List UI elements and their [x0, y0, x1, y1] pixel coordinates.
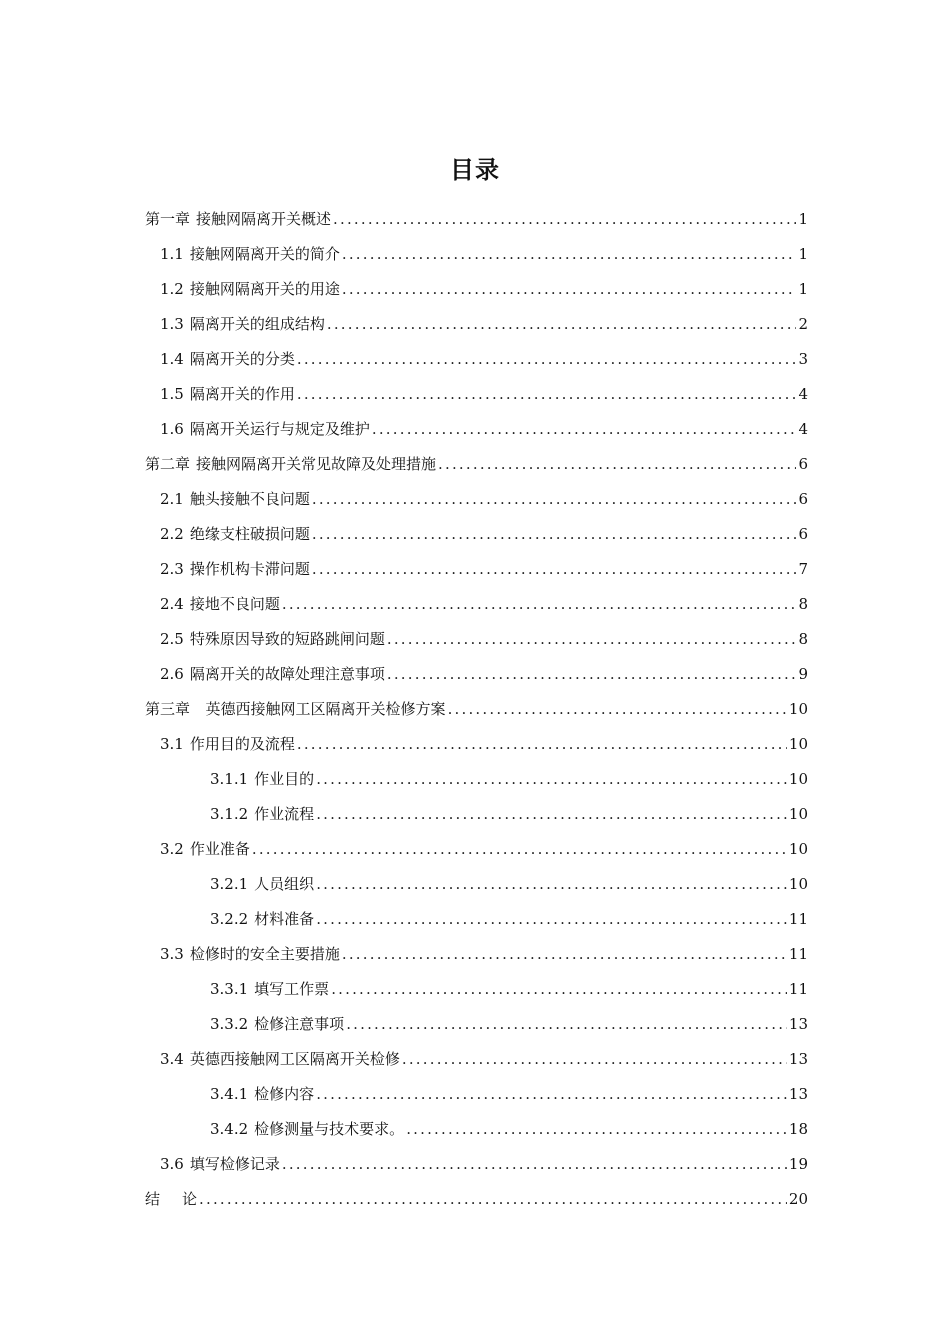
toc-entry-title: 接触网隔离开关概述	[196, 210, 332, 228]
toc-entry[interactable]	[145, 762, 808, 797]
toc-dot-leader	[252, 832, 787, 867]
toc-entry-title: 英德西接触网工区隔离开关检修	[189, 1050, 400, 1068]
toc-entry-number: 3.2.1	[210, 875, 249, 893]
toc-entry-number: 1.1	[160, 245, 184, 263]
toc-entry-page: 1	[798, 210, 808, 228]
toc-dot-leader	[316, 797, 787, 832]
toc-dot-leader	[342, 937, 787, 972]
toc-dot-leader	[199, 1182, 787, 1217]
toc-entry[interactable]	[145, 307, 808, 342]
toc-entry[interactable]	[145, 972, 808, 1007]
toc-entry[interactable]	[145, 237, 808, 272]
toc-dot-leader	[372, 412, 797, 447]
toc-entry-number: 3.1.1	[210, 770, 249, 788]
toc-entry-title: 特殊原因导致的短路跳闸问题	[189, 630, 385, 648]
toc-entry-number: 3.3	[160, 945, 184, 963]
toc-entry-page: 6	[798, 455, 808, 473]
toc-entry-number: 1.6	[160, 420, 184, 438]
toc-entry[interactable]	[145, 447, 808, 482]
toc-entry-title: 隔离开关的分类	[189, 350, 295, 368]
toc-entry-number: 2.1	[160, 490, 184, 508]
toc-entry-number: 3.3.1	[210, 980, 249, 998]
toc-dot-leader	[297, 342, 797, 377]
toc-dot-leader	[387, 657, 797, 692]
toc-dot-leader	[406, 1112, 787, 1147]
toc-entry-title: 填写工作票	[254, 980, 330, 998]
toc-dot-leader	[282, 587, 797, 622]
toc-dot-leader	[402, 1042, 787, 1077]
toc-entry-page: 10	[788, 700, 808, 718]
toc-dot-leader	[316, 1077, 787, 1112]
toc-dot-leader	[316, 762, 787, 797]
toc-entry-title: 接触网隔离开关的简介	[189, 245, 340, 263]
toc-entry-number: 第一章	[145, 210, 191, 228]
toc-entry-number: 2.2	[160, 525, 184, 543]
toc-entry[interactable]	[145, 1042, 808, 1077]
toc-entry[interactable]	[145, 902, 808, 937]
toc-entry-number: 第二章	[145, 455, 191, 473]
toc-dot-leader	[312, 517, 797, 552]
toc-entry-title: 论	[182, 1190, 198, 1208]
toc-entry-number: 2.3	[160, 560, 184, 578]
toc-entry-page: 11	[788, 980, 808, 998]
toc-entry-title: 隔离开关的作用	[189, 385, 295, 403]
toc-entry-number: 3.4	[160, 1050, 184, 1068]
toc-dot-leader	[342, 272, 797, 307]
toc-entry-title: 材料准备	[254, 910, 315, 928]
toc-entry[interactable]	[145, 272, 808, 307]
toc-entry[interactable]	[145, 482, 808, 517]
toc-entry-page: 3	[798, 350, 808, 368]
toc-dot-leader	[448, 692, 787, 727]
toc-entry[interactable]	[145, 937, 808, 972]
toc-entry-page: 1	[798, 280, 808, 298]
toc-entry-number: 3.4.1	[210, 1085, 249, 1103]
toc-entry-page: 19	[788, 1155, 808, 1173]
toc-entry-page: 20	[788, 1190, 808, 1208]
toc-entry-title: 作业流程	[254, 805, 315, 823]
page-title: 目录	[450, 156, 500, 184]
toc-entry[interactable]	[145, 1147, 808, 1182]
toc-dot-leader	[342, 237, 797, 272]
toc-entry-title: 检修测量与技术要求。	[254, 1120, 405, 1138]
toc-entry-title: 检修内容	[254, 1085, 315, 1103]
toc-dot-leader	[282, 1147, 787, 1182]
toc-dot-leader	[331, 972, 787, 1007]
toc-entry-page: 10	[788, 805, 808, 823]
toc-entry-title: 作业目的	[254, 770, 315, 788]
toc-entry-title: 绝缘支柱破损问题	[189, 525, 310, 543]
toc-entry-number: 2.5	[160, 630, 184, 648]
toc-entry-number: 3.2	[160, 840, 184, 858]
table-of-contents	[145, 202, 808, 1217]
toc-entry-page: 10	[788, 875, 808, 893]
toc-entry-title: 隔离开关的组成结构	[189, 315, 325, 333]
toc-entry[interactable]	[145, 797, 808, 832]
toc-entry-number: 结	[145, 1190, 161, 1208]
toc-entry[interactable]	[145, 867, 808, 902]
toc-entry-page: 18	[788, 1120, 808, 1138]
toc-entry-title: 接触网隔离开关常见故障及处理措施	[196, 455, 437, 473]
toc-entry-page: 1	[798, 245, 808, 263]
toc-dot-leader	[438, 447, 796, 482]
toc-entry-title: 触头接触不良问题	[189, 490, 310, 508]
toc-dot-leader	[346, 1007, 787, 1042]
toc-dot-leader	[333, 202, 796, 237]
toc-entry-page: 13	[788, 1050, 808, 1068]
toc-entry-page: 6	[798, 490, 808, 508]
toc-entry-number: 1.2	[160, 280, 184, 298]
toc-entry-page: 4	[798, 385, 808, 403]
toc-dot-leader	[327, 307, 797, 342]
toc-entry-number: 第三章	[145, 700, 191, 718]
toc-entry-title: 作业准备	[189, 840, 250, 858]
toc-entry-number: 3.2.2	[210, 910, 249, 928]
toc-dot-leader	[387, 622, 797, 657]
toc-entry-page: 10	[788, 770, 808, 788]
toc-entry-page: 11	[788, 945, 808, 963]
toc-entry-number: 3.3.2	[210, 1015, 249, 1033]
toc-entry[interactable]	[145, 692, 808, 727]
toc-entry-number: 2.4	[160, 595, 184, 613]
toc-entry[interactable]	[145, 202, 808, 237]
toc-entry[interactable]	[145, 377, 808, 412]
toc-entry[interactable]	[145, 587, 808, 622]
toc-entry-number: 3.6	[160, 1155, 184, 1173]
toc-entry-number: 1.3	[160, 315, 184, 333]
toc-entry-title: 接触网隔离开关的用途	[189, 280, 340, 298]
toc-entry[interactable]	[145, 657, 808, 692]
toc-entry-number: 1.5	[160, 385, 184, 403]
toc-entry-title: 检修注意事项	[254, 1015, 345, 1033]
toc-entry-page: 10	[788, 735, 808, 753]
toc-entry-number: 1.4	[160, 350, 184, 368]
toc-entry-page: 13	[788, 1015, 808, 1033]
toc-entry[interactable]	[145, 1077, 808, 1112]
toc-entry-page: 13	[788, 1085, 808, 1103]
toc-dot-leader	[316, 867, 787, 902]
toc-entry-page: 4	[798, 420, 808, 438]
toc-entry[interactable]	[145, 622, 808, 657]
toc-entry-title: 人员组织	[254, 875, 315, 893]
toc-entry-title: 英德西接触网工区隔离开关检修方案	[196, 700, 446, 718]
toc-entry-title: 检修时的安全主要措施	[189, 945, 340, 963]
toc-entry-title: 作用目的及流程	[189, 735, 295, 753]
toc-entry[interactable]	[145, 552, 808, 587]
toc-dot-leader	[297, 377, 797, 412]
toc-dot-leader	[312, 552, 797, 587]
toc-entry[interactable]	[145, 1112, 808, 1147]
toc-entry-page: 8	[798, 630, 808, 648]
toc-entry-page: 7	[798, 560, 808, 578]
toc-entry[interactable]	[145, 727, 808, 762]
toc-entry[interactable]	[145, 1182, 808, 1217]
toc-entry-title: 隔离开关的故障处理注意事项	[189, 665, 385, 683]
toc-entry-number: 3.1.2	[210, 805, 249, 823]
toc-dot-leader	[316, 902, 787, 937]
toc-entry-title: 操作机构卡滞问题	[189, 560, 310, 578]
toc-entry-number: 3.4.2	[210, 1120, 249, 1138]
toc-entry[interactable]	[145, 517, 808, 552]
toc-entry[interactable]	[145, 342, 808, 377]
toc-entry[interactable]	[145, 412, 808, 447]
toc-dot-leader	[312, 482, 797, 517]
toc-entry-title: 填写检修记录	[189, 1155, 280, 1173]
toc-dot-leader	[297, 727, 787, 762]
toc-entry-title: 接地不良问题	[189, 595, 280, 613]
toc-entry-number: 3.1	[160, 735, 184, 753]
toc-entry-page: 6	[798, 525, 808, 543]
toc-entry-page: 10	[788, 840, 808, 858]
toc-entry-page: 11	[788, 910, 808, 928]
toc-entry-number: 2.6	[160, 665, 184, 683]
toc-entry[interactable]	[145, 832, 808, 867]
toc-entry[interactable]	[145, 1007, 808, 1042]
toc-entry-page: 8	[798, 595, 808, 613]
toc-entry-title: 隔离开关运行与规定及维护	[189, 420, 370, 438]
toc-entry-page: 9	[798, 665, 808, 683]
toc-entry-page: 2	[798, 315, 808, 333]
